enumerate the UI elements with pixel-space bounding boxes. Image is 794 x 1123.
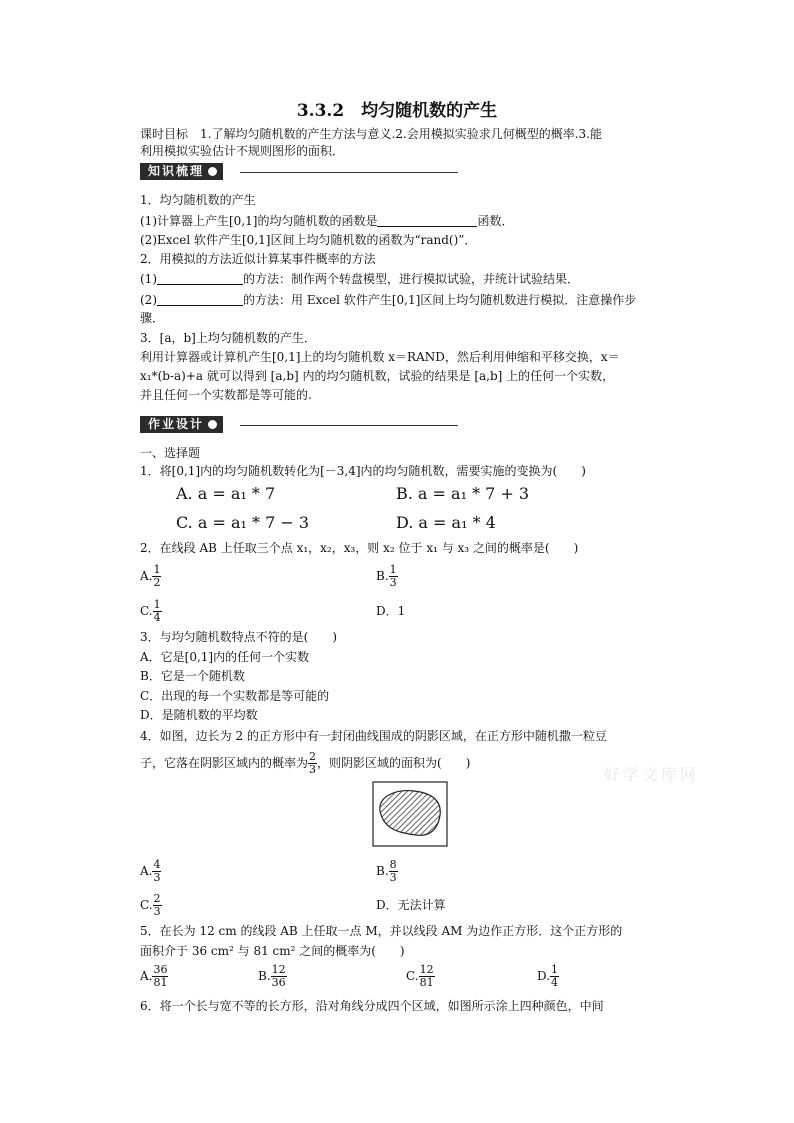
frac-num: 12 <box>271 963 286 976</box>
option-label: A. <box>140 569 153 583</box>
s1-p2 <box>140 213 513 229</box>
option-label: B. <box>376 569 389 583</box>
option-label: A. <box>140 969 153 983</box>
section-divider <box>240 425 458 426</box>
s1-p7: 3．[a，b]上均匀随机数的产生． <box>140 331 316 345</box>
s1-p6 <box>140 292 636 308</box>
q3-option-a: A．它是[0,1]内的任何一个实数 <box>140 650 310 664</box>
fill-blank <box>377 214 477 227</box>
frac-num: 36 <box>153 963 168 976</box>
q4-option-b <box>376 855 398 887</box>
frac-num: 1 <box>389 563 397 576</box>
s1-p6c: 骤． <box>140 311 165 325</box>
bullet-dot-icon <box>208 420 217 429</box>
fill-blank <box>157 272 243 285</box>
option-label: D. <box>537 969 551 983</box>
option-label: B. <box>376 864 389 878</box>
q4-option-a <box>140 855 161 887</box>
option-label: C. <box>406 969 419 983</box>
frac-num: 1 <box>551 963 559 976</box>
fraction <box>389 564 398 589</box>
watermark: 好学文库网 <box>604 765 700 784</box>
q5-stem-line1: 5．在长为 12 cm 的线段 AB 上任取一点 M，并以线段 AM 为边作正方形．这个正方形的 <box>140 924 623 938</box>
fraction <box>271 964 287 989</box>
frac-den: 3 <box>389 871 397 884</box>
frac-num: 2 <box>309 750 317 763</box>
fraction <box>308 751 317 776</box>
section-badge-homework <box>140 416 223 433</box>
q4-option-d: D．无法计算 <box>376 898 446 912</box>
frac-num: 2 <box>153 892 161 905</box>
q2-option-b <box>376 560 398 592</box>
page-title: 3.3.2 均匀随机数的产生 <box>296 101 498 121</box>
frac-den: 3 <box>389 576 397 589</box>
frac-num: 1 <box>153 563 161 576</box>
option-label: B. <box>258 969 271 983</box>
s1-p8: 利用计算器或计算机产生[0,1]上的均匀随机数 x＝RAND，然后利用伸缩和平移交换，x＝ <box>140 350 620 364</box>
q6-stem: 6．将一个长与宽不等的长方形，沿对角线分成四个区域，如图所示涂上四种颜色，中间 <box>140 999 604 1013</box>
frac-den: 4 <box>153 611 161 624</box>
lesson-goals-line1: 课时目标 1.了解均匀随机数的产生方法与意义.2.会用模拟实验求几何概型的概率.3.能 <box>140 127 602 141</box>
q2-stem: 2．在线段 AB 上任取三个点 x₁，x₂，x₃，则 x₂ 位于 x₁ 与 x₃ 之间的概率是( ) <box>140 541 579 555</box>
fraction <box>419 964 435 989</box>
frac-num: 12 <box>419 963 434 976</box>
s1-p1: 1．均匀随机数的产生 <box>140 193 256 207</box>
s1-p5b: 的方法：制作两个转盘模型，进行模拟试验，并统计试验结果． <box>243 272 580 286</box>
q1-option-d: D. a = a₁ * 4 <box>396 513 496 532</box>
section-badge-label: 作业设计 <box>148 417 205 431</box>
shaded-region-figure <box>372 781 448 847</box>
q5-option-b <box>258 960 287 992</box>
q2-option-c <box>140 595 162 627</box>
frac-den: 3 <box>153 871 161 884</box>
fraction <box>152 964 168 989</box>
fraction <box>152 564 161 589</box>
option-label: C. <box>140 604 153 618</box>
q1-stem: 1．将[0,1]内的均匀随机数转化为[－3,4]内的均匀随机数，需要实施的变换为( ) <box>140 464 586 478</box>
q5-option-c <box>406 960 435 992</box>
q4-stem2a: 子，它落在阴影区域内的概率为 <box>140 756 309 770</box>
frac-den: 3 <box>309 763 317 776</box>
q5-stem-line2: 面积介于 36 cm² 与 81 cm² 之间的概率为( ) <box>140 944 405 958</box>
frac-den: 4 <box>551 976 559 989</box>
q3-option-c: C．出现的每一个实数都是等可能的 <box>140 689 330 703</box>
section-divider <box>240 172 458 173</box>
s2-heading: 一、选择题 <box>140 446 201 460</box>
section-badge-label: 知识梳理 <box>148 164 205 178</box>
fraction <box>152 859 161 884</box>
frac-den: 36 <box>271 976 286 989</box>
option-label: C. <box>140 898 153 912</box>
s1-p10: 并且任何一个实数都是等可能的. <box>140 388 312 402</box>
frac-den: 81 <box>153 976 168 989</box>
q1-option-a: A. a = a₁ * 7 <box>176 484 276 503</box>
frac-num: 8 <box>389 858 397 871</box>
q4-stem-line2 <box>140 747 470 779</box>
bullet-dot-icon <box>208 167 217 176</box>
s1-p3: (2)Excel 软件产生[0,1]区间上均匀随机数的函数为“rand()”． <box>140 233 477 247</box>
q3-option-d: D．是随机数的平均数 <box>140 708 258 722</box>
option-label: A. <box>140 864 153 878</box>
q2-option-a <box>140 560 161 592</box>
q3-option-b: B．它是一个随机数 <box>140 669 245 683</box>
s1-p2a: (1)计算器上产生[0,1]的均匀随机数的函数是 <box>140 214 378 228</box>
q1-option-c: C. a = a₁ * 7 − 3 <box>176 513 310 532</box>
s1-p2b: 函数． <box>477 214 514 228</box>
fraction <box>153 893 162 918</box>
frac-den: 81 <box>419 976 434 989</box>
q5-option-d <box>537 960 559 992</box>
s1-p6a: (2) <box>140 293 157 307</box>
q5-option-a <box>140 960 168 992</box>
fraction <box>153 599 162 624</box>
frac-num: 1 <box>153 598 161 611</box>
lesson-goals-line2: 利用模拟实验估计不规则图形的面积． <box>140 144 345 158</box>
s1-p6b: 的方法：用 Excel 软件产生[0,1]区间上均匀随机数进行模拟．注意操作步 <box>243 293 637 307</box>
q2-option-d: D．1 <box>376 604 406 618</box>
fill-blank <box>157 293 243 306</box>
fraction <box>550 964 559 989</box>
q4-option-c <box>140 889 162 921</box>
frac-den: 2 <box>153 576 161 589</box>
q3-stem: 3．与均匀随机数特点不符的是( ) <box>140 630 337 644</box>
fraction <box>389 859 398 884</box>
s1-p9: x₁*(b-a)+a 就可以得到 [a,b] 内的均匀随机数，试验的结果是 [a,b] 上的任何一个实数， <box>140 369 615 383</box>
q4-stem2b: ，则阴影区域的面积为( ) <box>317 756 471 770</box>
q4-stem-line1: 4．如图，边长为 2 的正方形中有一封闭曲线围成的阴影区域，在正方形中随机撒一粒豆 <box>140 729 607 743</box>
s1-p4: 2．用模拟的方法近似计算某事件概率的方法 <box>140 252 376 266</box>
s1-p5 <box>140 271 579 287</box>
frac-den: 3 <box>153 905 161 918</box>
s1-p5a: (1) <box>140 272 157 286</box>
q1-option-b: B. a = a₁ * 7 + 3 <box>396 484 530 503</box>
frac-num: 4 <box>153 858 161 871</box>
section-badge-knowledge <box>140 163 223 180</box>
